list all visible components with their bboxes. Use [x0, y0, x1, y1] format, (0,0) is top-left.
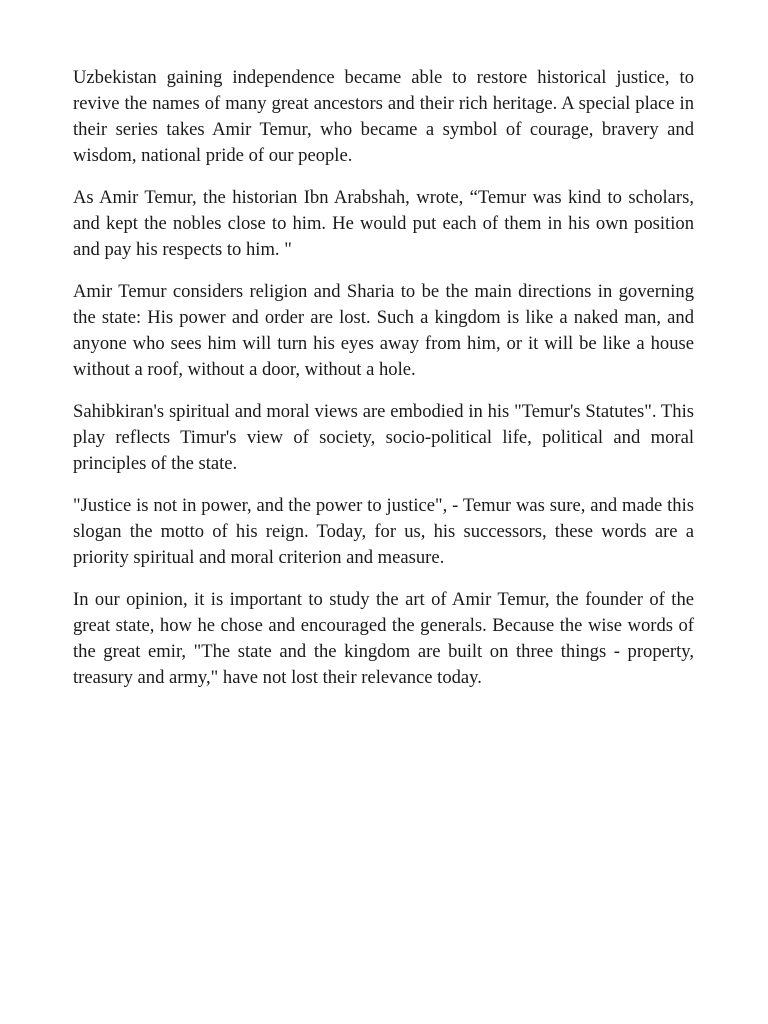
document-body	[73, 65, 694, 707]
paragraph-4: Sahibkiran's spiritual and moral views are embodied in his "Temur's Statutes". This play reflects Timur's view of society, socio-political life, political and moral principles of the state.	[73, 401, 694, 474]
paragraph-5: "Justice is not in power, and the power to justice", - Temur was sure, and made this slogan the motto of his reign. Today, for us, his successors, these words are a priority spiritual and moral criterion and measure.	[73, 495, 694, 568]
paragraph-3: Amir Temur considers religion and Sharia to be the main directions in governing the state: His power and order are lost. Such a kingdom is like a naked man, and anyone who sees him will turn his eyes away from him, or it will be like a house without a roof, without a door, without a hole.	[73, 281, 694, 380]
paragraph-2: As Amir Temur, the historian Ibn Arabshah, wrote, “Temur was kind to scholars, and kept the nobles close to him. He would put each of them in his own position and pay his respects to him. "	[73, 187, 694, 260]
paragraph-1: Uzbekistan gaining independence became able to restore historical justice, to revive the names of many great ancestors and their rich heritage. A special place in their series takes Amir Temur, who became a symbol of courage, bravery and wisdom, national pride of our people.	[73, 67, 694, 166]
paragraph-6: In our opinion, it is important to study the art of Amir Temur, the founder of the great state, how he chose and encouraged the generals. Because the wise words of the great emir, "The state and the kingdom are built on three things - property, treasury and army," have not lost their relevance today.	[73, 589, 694, 688]
